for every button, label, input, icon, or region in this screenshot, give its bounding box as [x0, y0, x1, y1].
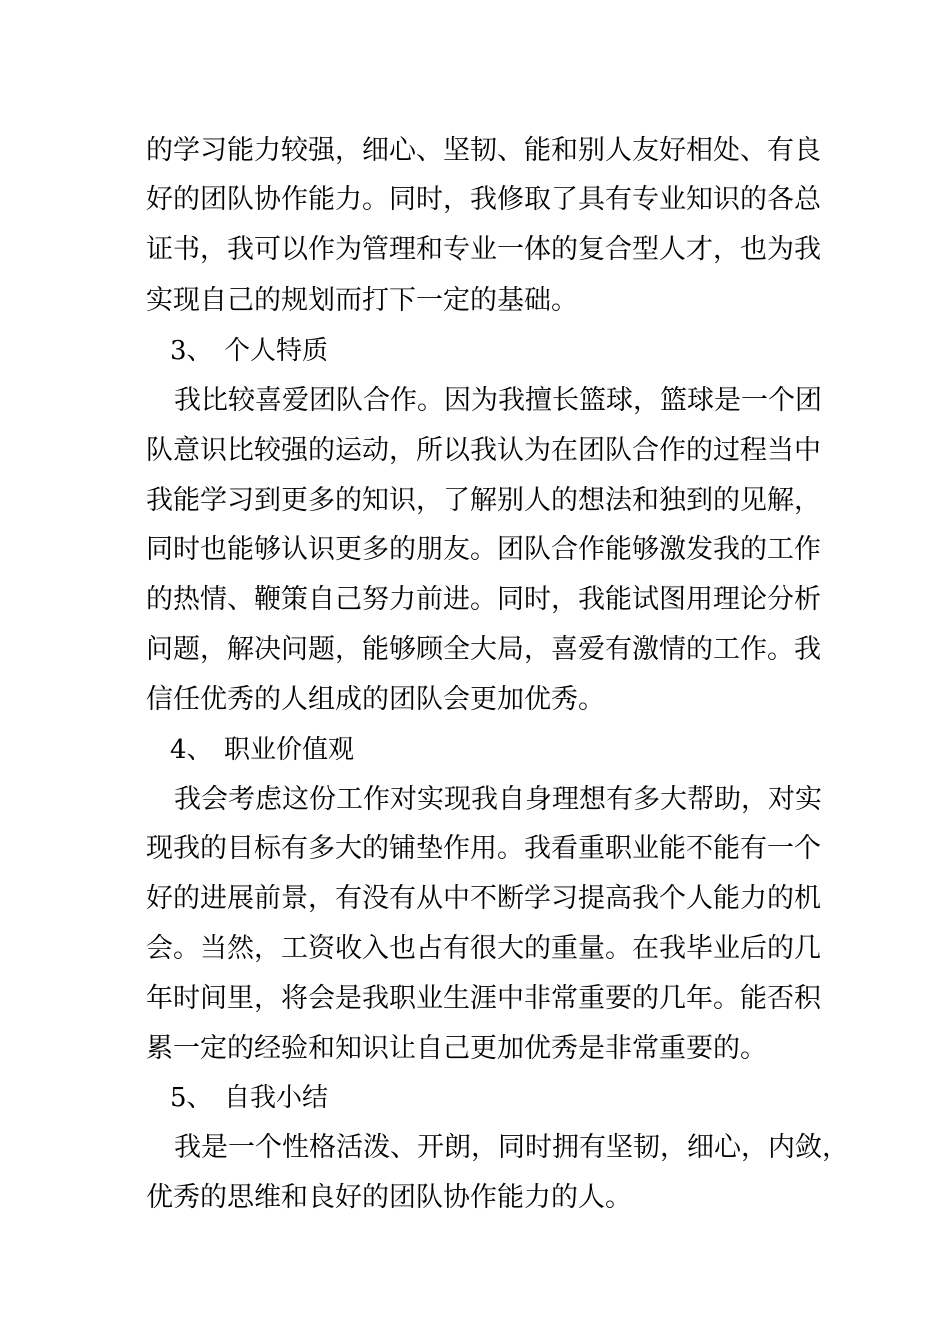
- paragraph-line: 累一定的经验和知识让自己更加优秀是非常重要的。: [146, 1033, 767, 1064]
- section-number: 3、: [170, 336, 213, 366]
- section-heading-5: [170, 1078, 328, 1118]
- section-number: 4、: [170, 735, 213, 765]
- paragraph-line: 队意识比较强的运动，所以我认为在团队合作的过程当中: [146, 435, 821, 466]
- section-heading-4: [170, 730, 354, 770]
- paragraph-line: 我能学习到更多的知识，了解别人的想法和独到的见解，: [146, 485, 821, 516]
- paragraph-line: 会。当然，工资收入也占有很大的重量。在我毕业后的几: [146, 933, 821, 964]
- section-title: 个人特质: [224, 336, 329, 366]
- paragraph-line: 现我的目标有多大的铺垫作用。我看重职业能不能有一个: [146, 833, 821, 864]
- section-number: 5、: [170, 1083, 213, 1113]
- paragraph-line: 的学习能力较强，细心、坚韧、能和别人友好相处、有良: [146, 135, 821, 166]
- paragraph-line: 好的进展前景，有没有从中不断学习提高我个人能力的机: [146, 883, 821, 914]
- paragraph-line: 的热情、鞭策自己努力前进。同时，我能试图用理论分析: [146, 584, 821, 615]
- paragraph-line: 实现自己的规划而打下一定的基础。: [146, 285, 578, 316]
- paragraph-line: 年时间里，将会是我职业生涯中非常重要的几年。能否积: [146, 983, 821, 1014]
- paragraph-line: 我会考虑这份工作对实现我自身理想有多大帮助，对实: [174, 784, 822, 815]
- paragraph-line: 我比较喜爱团队合作。因为我擅长篮球，篮球是一个团: [174, 385, 822, 416]
- section-title: 职业价值观: [224, 735, 355, 765]
- paragraph-line: 优秀的思维和良好的团队协作能力的人。: [146, 1182, 632, 1213]
- section-heading-3: [170, 331, 328, 371]
- paragraph-line: 信任优秀的人组成的团队会更加优秀。: [146, 684, 605, 715]
- paragraph-line: 同时也能够认识更多的朋友。团队合作能够激发我的工作: [146, 534, 821, 565]
- paragraph-line: 问题，解决问题，能够顾全大局，喜爱有激情的工作。我: [146, 634, 821, 665]
- paragraph-line: 证书，我可以作为管理和专业一体的复合型人才，也为我: [146, 234, 821, 265]
- paragraph-line: 好的团队协作能力。同时，我修取了具有专业知识的各总: [146, 184, 821, 215]
- section-title: 自我小结: [224, 1083, 329, 1113]
- paragraph-line: 我是一个性格活泼、开朗，同时拥有坚韧，细心，内敛，: [174, 1132, 849, 1163]
